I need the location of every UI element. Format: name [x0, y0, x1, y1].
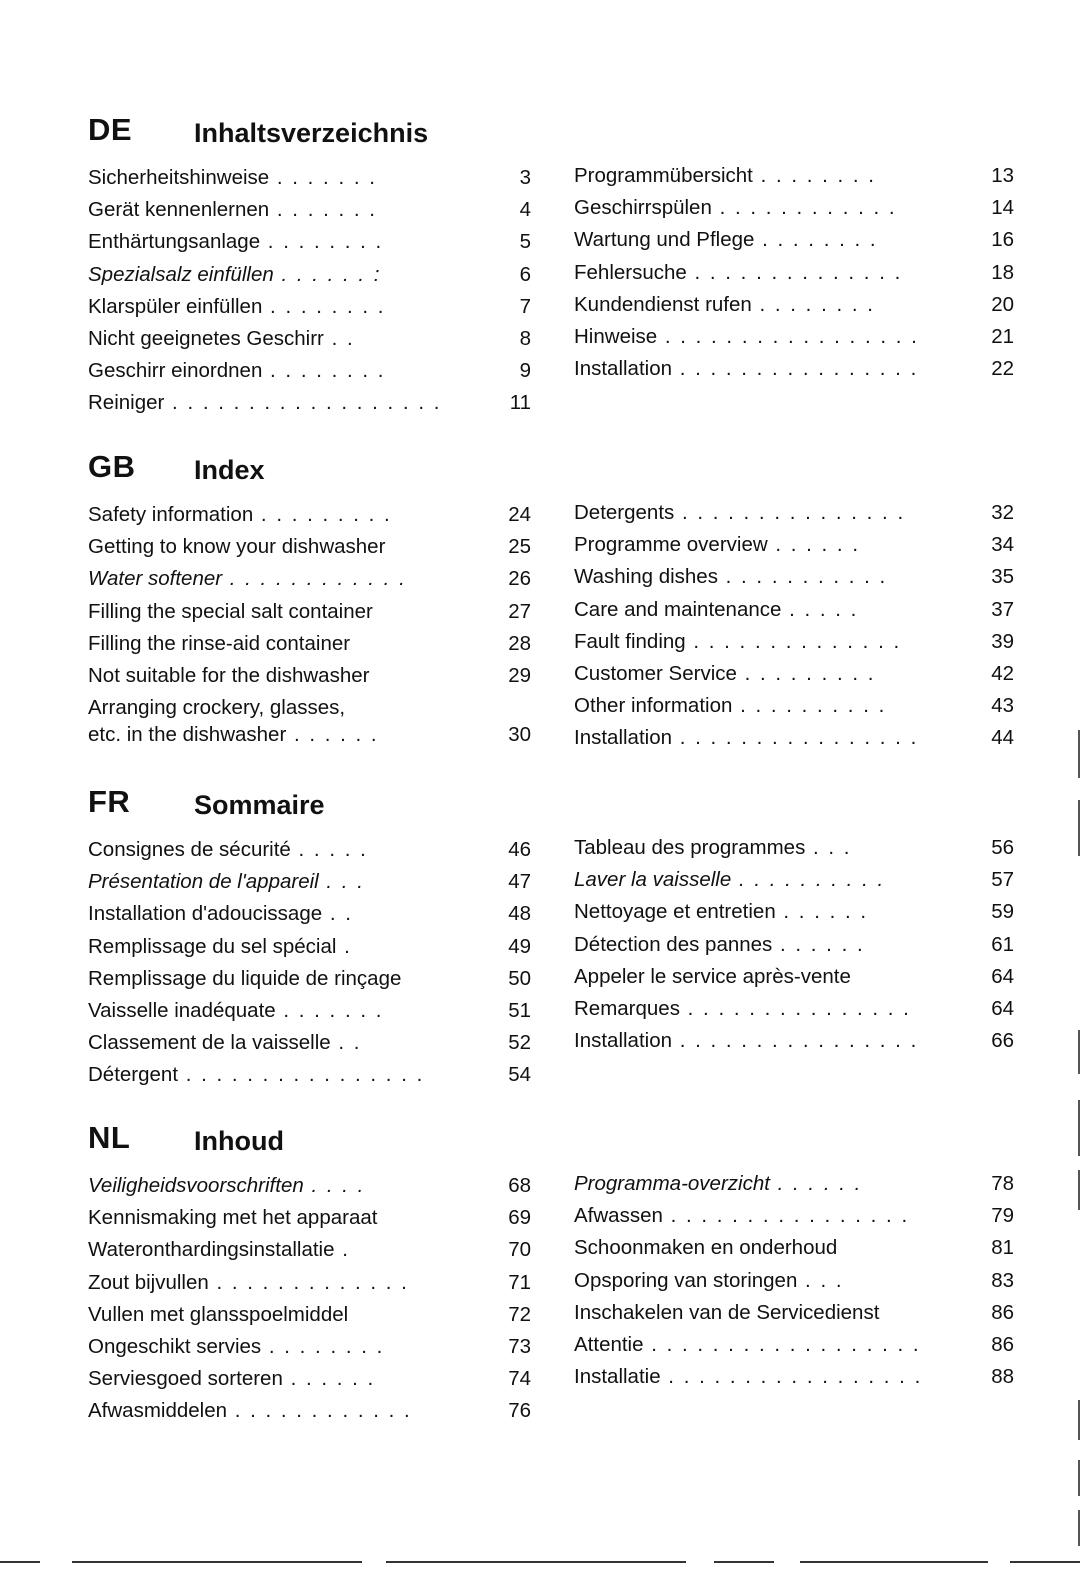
page-number: 71: [508, 1270, 531, 1294]
entry-label: Remarques: [574, 997, 680, 1020]
page-number: 14: [991, 196, 1014, 220]
language-code: FR: [88, 784, 131, 819]
entry-title: [88, 868, 365, 896]
entry-title: [574, 866, 885, 894]
page-number: 7: [519, 294, 531, 318]
entry-label: Nettoyage et entretien: [574, 900, 776, 924]
page-number: 39: [991, 629, 1014, 653]
dot-leader: . . .: [805, 836, 852, 859]
entry-label: Klarspüler einfüllen: [88, 294, 263, 318]
dot-leader: . . . . . .: [769, 1172, 863, 1195]
entry-label: Installation: [574, 1029, 673, 1053]
entry-title: [88, 164, 377, 192]
entry-label: Vullen met glansspoelmiddel: [88, 1302, 349, 1326]
entry-title: [88, 1301, 348, 1329]
page-number: 8: [519, 327, 531, 350]
entry-label: Remplissage du liquide de rinçage: [88, 966, 402, 990]
entry-title: [574, 628, 901, 656]
entry-label: Sicherheitshinweise: [88, 166, 270, 189]
entry-title: [88, 1204, 377, 1232]
entry-label: Schoonmaken en onderhoud: [574, 1236, 838, 1260]
entry-title: [88, 565, 407, 593]
page-number: 21: [991, 325, 1014, 348]
page-number: 88: [991, 1365, 1014, 1389]
page-number: 37: [991, 597, 1014, 621]
entry-title: [574, 323, 919, 351]
entry-title: [574, 1170, 862, 1198]
entry-label: Not suitable for the dishwasher: [88, 664, 370, 687]
entry-title: [574, 898, 868, 926]
entry-label: Spezialsalz einfüllen: [88, 262, 274, 286]
dot-leader: . . . . . . . . . . . . .: [208, 1270, 409, 1294]
entry-title: [574, 931, 865, 959]
dot-leader: . . . . . . . . .: [736, 662, 876, 685]
entry-title: [88, 694, 379, 748]
entry-label: Safety information: [88, 503, 254, 526]
entry-label: Remplissage du sel spécial: [88, 934, 337, 958]
page-number: 69: [508, 1206, 531, 1230]
page-number: 20: [991, 292, 1014, 316]
dot-leader: . . . . . . . . .: [253, 503, 392, 526]
entry-label: Reiniger: [88, 391, 165, 415]
entry-label: Inschakelen van de Servicedienst: [574, 1300, 880, 1324]
dot-leader: . . . . . . . .: [262, 294, 386, 318]
page-number: 64: [991, 997, 1014, 1020]
dot-leader: . . . . . . . . . . . . . . . . .: [660, 1365, 923, 1389]
entry-label: Détergent: [88, 1063, 179, 1087]
dot-leader: . . . . .: [290, 838, 368, 861]
dot-leader: . . . . . . . . . . . . . . . .: [662, 1204, 910, 1228]
entry-label: Gerät kennenlernen: [88, 198, 270, 222]
entry-title: [574, 1331, 921, 1359]
page-number: 24: [508, 503, 531, 526]
entry-label: Classement de la vaisselle: [88, 1031, 331, 1055]
entry-label: Arranging crockery, glasses,: [88, 696, 346, 720]
dot-leader: . . . . . . . . . . . . . . . . . .: [164, 391, 442, 415]
entry-label: Attentie: [574, 1333, 644, 1356]
entry-label: Wateronthardingsinstallatie: [88, 1238, 335, 1262]
entry-title: [88, 1333, 384, 1361]
page-number: 44: [991, 726, 1014, 750]
entry-label: Getting to know your dishwasher: [88, 535, 386, 559]
entry-title: [574, 162, 876, 190]
entry-label: Installation: [574, 357, 673, 381]
entry-title: [574, 995, 911, 1023]
bottom-rule-6: [1010, 1561, 1080, 1563]
dot-leader: . . . . . . . .: [262, 359, 386, 383]
entry-label: Detergents: [574, 501, 675, 524]
entry-title: [88, 965, 401, 993]
dot-leader: . . . . . . . . . . . .: [711, 196, 897, 220]
language-code: DE: [88, 112, 133, 147]
dot-leader: . . . . . . .: [269, 166, 377, 189]
bottom-rule-4: [714, 1561, 774, 1563]
dot-leader: .: [334, 1238, 350, 1262]
entry-title: [574, 1267, 844, 1295]
margin-tick: [1078, 1510, 1080, 1546]
entry-label: Appeler le service après-vente: [574, 964, 851, 988]
entry-label: Ongeschikt servies: [88, 1335, 262, 1358]
page-number: 46: [508, 838, 531, 861]
page-number: 50: [508, 966, 531, 990]
language-code: GB: [88, 449, 136, 484]
entry-label: Zout bijvullen: [88, 1270, 209, 1294]
entry-title: [574, 1299, 879, 1327]
entry-title: [88, 1061, 424, 1089]
entry-title: [574, 692, 886, 720]
entry-label: Programma-overzicht: [574, 1172, 770, 1195]
dot-leader: . . . . . . . .: [754, 228, 878, 252]
dot-leader: . . . . . . .: [269, 198, 377, 222]
page-number: 47: [508, 870, 531, 894]
page-number: 70: [508, 1238, 531, 1262]
page-number: 57: [991, 868, 1014, 892]
section-title: Inhoud: [194, 1126, 284, 1156]
entry-label: Geschirrspülen: [574, 196, 712, 220]
dot-leader: . . . . . .: [282, 1367, 376, 1391]
entry-title: [88, 228, 383, 256]
page-number: 81: [991, 1236, 1014, 1260]
page-number: 28: [508, 631, 531, 655]
margin-tick: [1078, 800, 1080, 856]
margin-tick: [1078, 1460, 1080, 1496]
page-number: 34: [991, 533, 1014, 557]
entry-label: Programmübersicht: [574, 164, 753, 187]
entry-label: Consignes de sécurité: [88, 838, 291, 861]
entry-title: [574, 194, 897, 222]
dot-leader: . . . . . . . . . .: [732, 694, 887, 718]
page-number: 43: [991, 694, 1014, 718]
page-number: 83: [991, 1268, 1014, 1292]
dot-leader: . . . . . . . . . . . . . .: [686, 260, 903, 284]
entry-title: [88, 261, 382, 289]
entry-label: Fehlersuche: [574, 260, 687, 284]
entry-title: [574, 963, 851, 991]
page-number: 35: [991, 565, 1014, 589]
dot-leader: . . . . . .: [772, 932, 865, 956]
dot-leader: . . . . . . . . . . . . . . . . .: [657, 325, 919, 348]
margin-tick: [1078, 730, 1080, 778]
page-number: 86: [991, 1333, 1014, 1356]
entry-title: [574, 499, 905, 527]
dot-leader: . . . . . . :: [273, 262, 382, 286]
entry-label: Hinweise: [574, 325, 658, 348]
entry-title: [574, 596, 858, 624]
entry-title: [574, 531, 860, 559]
dot-leader: . .: [330, 1031, 362, 1055]
entry-title: [88, 997, 383, 1025]
section-title: Sommaire: [194, 790, 325, 820]
margin-tick: [1078, 1030, 1080, 1074]
entry-title: [574, 1363, 922, 1391]
dot-leader: . . . . . .: [767, 533, 861, 557]
entry-label: Afwassen: [574, 1204, 663, 1228]
page-number: 79: [991, 1204, 1014, 1228]
page-number: 9: [519, 359, 531, 383]
dot-leader: . .: [322, 902, 353, 926]
page-number: 64: [991, 964, 1014, 988]
page-number: 11: [509, 391, 531, 415]
entry-label: Care and maintenance: [574, 597, 782, 621]
bottom-rule-2: [72, 1561, 362, 1563]
section-title: Index: [194, 455, 265, 485]
entry-label: Tableau des programmes: [574, 836, 806, 859]
dot-leader: . . . . . . . .: [751, 292, 875, 316]
entry-label: Programme overview: [574, 533, 768, 557]
entry-title: [88, 900, 353, 928]
page-number: 3: [519, 166, 531, 189]
entry-title: [574, 1234, 837, 1262]
bottom-rule-1: [0, 1561, 40, 1563]
dot-leader: . . . . . . . . . . . . . .: [685, 629, 902, 653]
entry-title: [574, 226, 878, 254]
entry-label: Enthärtungsanlage: [88, 230, 261, 254]
dot-leader: . . . . . .: [775, 900, 869, 924]
entry-label: Kundendienst rufen: [574, 292, 752, 316]
page-number: 5: [519, 230, 531, 254]
entry-label: Vaisselle inadéquate: [88, 999, 276, 1022]
entry-label: Serviesgoed sorteren: [88, 1367, 283, 1391]
dot-leader: . . . . . .: [286, 723, 379, 747]
entry-title: [88, 598, 373, 626]
entry-title: [574, 724, 918, 752]
entry-title: [574, 660, 875, 688]
entry-title: [88, 293, 386, 321]
page-number: 25: [508, 535, 531, 559]
entry-title: [574, 834, 852, 862]
entry-title: [88, 933, 352, 961]
page-number: 76: [508, 1399, 531, 1423]
dot-leader: . . . . . . . .: [261, 1335, 385, 1358]
entry-title: [574, 563, 887, 591]
entry-label: Customer Service: [574, 662, 737, 685]
dot-leader: . . . . . . . . . . . . . . .: [674, 501, 906, 524]
entry-label: Installation d'adoucissage: [88, 902, 323, 926]
dot-leader: . . . . .: [781, 597, 859, 621]
dot-leader: . . . . . . . . . . . . . . . .: [672, 1029, 919, 1053]
page-number: 61: [991, 932, 1014, 956]
dot-leader: . . . . . . .: [275, 999, 384, 1022]
bottom-rule-5: [800, 1561, 988, 1563]
page-number: 13: [991, 164, 1014, 187]
entry-label: Nicht geeignetes Geschirr: [88, 327, 324, 350]
dot-leader: . .: [323, 327, 355, 350]
entry-label: Détection des pannes: [574, 932, 773, 956]
entry-label-line2: etc. in the dishwasher: [88, 723, 287, 747]
dot-leader: . . . . . . . . . . . . . . .: [679, 997, 911, 1020]
page-number: 48: [508, 902, 531, 926]
entry-title: [88, 1029, 362, 1057]
bottom-rule-3: [386, 1561, 686, 1563]
page-number: 22: [991, 357, 1014, 381]
entry-title: [88, 533, 385, 561]
dot-leader: . . . . . . . . . . . .: [222, 567, 407, 591]
entry-title: [88, 501, 392, 529]
page-number: 78: [991, 1172, 1014, 1195]
entry-title: [88, 1365, 375, 1393]
entry-title: [574, 1202, 909, 1230]
page-number: 52: [508, 1031, 531, 1055]
entry-title: [88, 1397, 412, 1425]
page-number: 42: [991, 662, 1014, 685]
entry-label: Opsporing van storingen: [574, 1268, 798, 1292]
dot-leader: . . . . . . . . . . . . . . . . . .: [643, 1333, 921, 1356]
dot-leader: . . . . . . . .: [260, 230, 384, 254]
dot-leader: . . . .: [303, 1174, 366, 1197]
page-number: 56: [991, 836, 1014, 859]
entry-label: Washing dishes: [574, 565, 718, 589]
section-title: Inhaltsverzeichnis: [194, 118, 429, 148]
entry-title: [88, 662, 369, 690]
page-number: 72: [508, 1302, 531, 1326]
entry-label: Veiligheidsvoorschriften: [88, 1174, 304, 1197]
page-number: 86: [991, 1300, 1014, 1324]
entry-title: [574, 291, 875, 319]
entry-label: Laver la vaisselle: [574, 868, 732, 892]
language-code: NL: [88, 1120, 131, 1155]
page-number: 4: [519, 198, 531, 222]
entry-label: Présentation de l'appareil: [88, 870, 319, 894]
entry-title: [574, 259, 902, 287]
page-number: 27: [508, 599, 531, 623]
entry-label: Kennismaking met het apparaat: [88, 1206, 378, 1230]
entry-title: [88, 1269, 409, 1297]
page-number: 51: [508, 999, 531, 1022]
dot-leader: . . . . . . . . . . .: [717, 565, 888, 589]
entry-label: Fault finding: [574, 629, 686, 653]
entry-title: [88, 1172, 365, 1200]
margin-tick: [1078, 1400, 1080, 1440]
page-number: 66: [991, 1029, 1014, 1053]
entry-title: [88, 630, 350, 658]
page-number: 29: [508, 664, 531, 687]
dot-leader: . . . . . . . .: [752, 164, 877, 187]
page-number: 18: [991, 260, 1014, 284]
entry-title: [88, 357, 385, 385]
page-number: 68: [508, 1174, 531, 1197]
entry-label: Filling the special salt container: [88, 599, 373, 623]
dot-leader: . . . . . . . . . . . . . . . .: [178, 1063, 425, 1087]
dot-leader: . . . . . . . . . . . . . . . .: [672, 357, 919, 381]
dot-leader: . . .: [318, 870, 365, 894]
entry-label: Wartung und Pflege: [574, 228, 755, 252]
page-number: 26: [508, 567, 531, 591]
page-number: 54: [508, 1063, 531, 1087]
entry-label: Installation: [574, 726, 673, 750]
margin-tick: [1078, 1170, 1080, 1210]
page-number: 32: [991, 501, 1014, 524]
page-number: 16: [991, 228, 1014, 252]
entry-title: [88, 836, 368, 864]
entry-title: [88, 196, 377, 224]
dot-leader: . . .: [797, 1268, 844, 1292]
entry-title: [88, 325, 355, 353]
margin-tick: [1078, 1100, 1080, 1156]
entry-label: Water softener: [88, 567, 223, 591]
entry-label: Filling the rinse-aid container: [88, 631, 351, 655]
dot-leader: . . . . . . . . . . . . . . . .: [672, 726, 919, 750]
page-number: 59: [991, 900, 1014, 924]
entry-title: [574, 355, 918, 383]
entry-label: Installatie: [574, 1365, 661, 1389]
entry-label: Geschirr einordnen: [88, 359, 263, 383]
entry-title: [88, 1236, 350, 1264]
entry-label: Afwasmiddelen: [88, 1399, 228, 1423]
dot-leader: . . . . . . . . . . . .: [227, 1399, 412, 1423]
page-number: 73: [508, 1335, 531, 1358]
dot-leader: . . . . . . . . . .: [731, 868, 886, 892]
entry-title: [88, 389, 441, 417]
page-number: 6: [519, 262, 531, 286]
page-number: 74: [508, 1367, 531, 1391]
page-number: 49: [508, 934, 531, 958]
entry-label: Other information: [574, 694, 733, 718]
entry-title: [574, 1027, 918, 1055]
page-number: 30: [508, 723, 531, 747]
dot-leader: .: [336, 934, 352, 958]
